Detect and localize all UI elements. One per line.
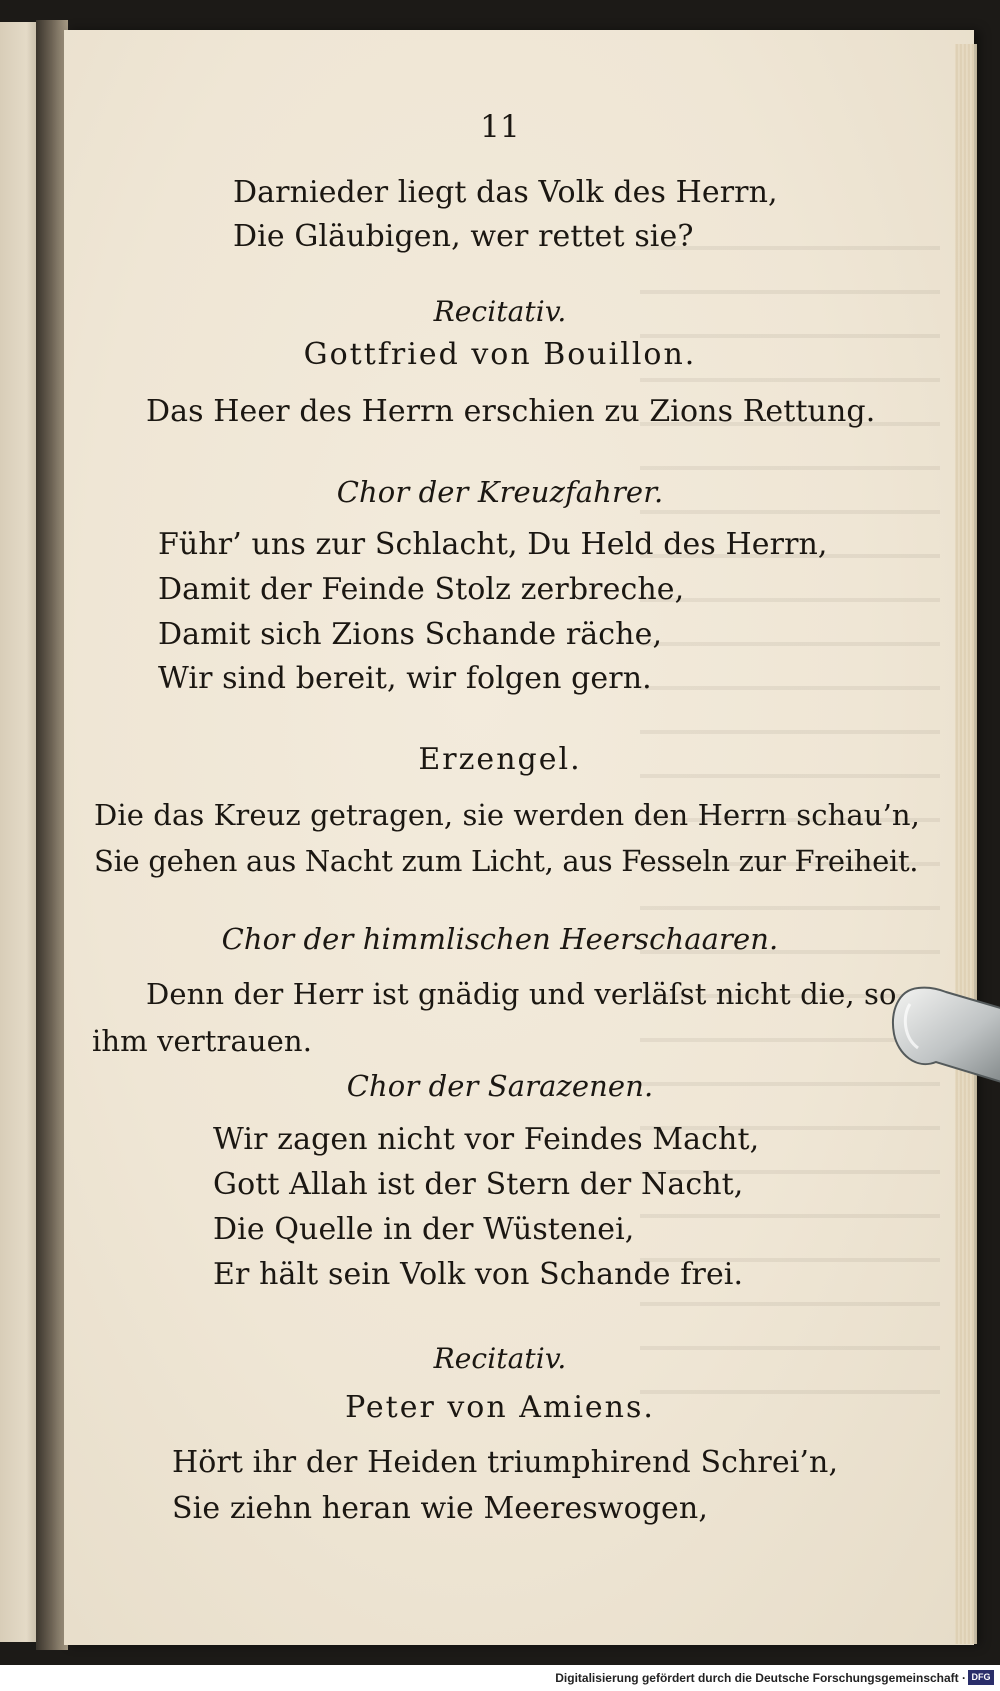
digitization-footer xyxy=(0,1665,1000,1691)
text-line: Denn der Herr ist gnädig und verläſst nicht die, so xyxy=(146,977,897,1011)
text-line: Damit der Feinde Stolz zerbreche, xyxy=(158,572,685,607)
text-line: Wir sind bereit, wir folgen gern. xyxy=(158,661,652,696)
text-line: Führ’ uns zur Schlacht, Du Held des Herrn, xyxy=(158,527,828,562)
text-line: Hört ihr der Heiden triumphirend Schrei’n, xyxy=(172,1445,839,1480)
dfg-logo: DFG xyxy=(968,1670,994,1685)
text-line: Sie ziehn heran wie Meereswogen, xyxy=(172,1491,708,1526)
footer-text: Digitalisierung gefördert durch die Deutsche Forschungsgemeinschaft · xyxy=(555,1671,966,1685)
text-line: Darnieder liegt das Volk des Herrn, xyxy=(233,175,778,210)
speaker-heading: Gottfried von Bouillon. xyxy=(303,337,697,372)
section-heading: Recitativ. xyxy=(433,295,567,328)
speaker-heading: Erzengel. xyxy=(418,742,582,777)
text-line: Wir zagen nicht vor Feindes Macht, xyxy=(213,1122,760,1157)
text-line: Die Quelle in der Wüstenei, xyxy=(213,1212,635,1247)
text-line: Die Gläubigen, wer rettet sie? xyxy=(233,219,694,254)
text-line: Die das Kreuz getragen, sie werden den Herrn schau’n, xyxy=(94,798,920,832)
text-line: ihm vertrauen. xyxy=(92,1024,313,1058)
section-heading: Chor der Sarazenen. xyxy=(346,1069,654,1103)
page-number: 11 xyxy=(480,109,520,145)
text-line: Sie gehen aus Nacht zum Licht, aus Fesseln zur Freiheit. xyxy=(94,844,919,878)
section-heading: Chor der Kreuzfahrer. xyxy=(336,475,664,509)
section-heading: Chor der himmlischen Heerschaaren. xyxy=(221,922,779,956)
page-clip-icon xyxy=(888,982,1000,1092)
section-heading: Recitativ. xyxy=(433,1342,567,1375)
text-line: Damit sich Zions Schande räche, xyxy=(158,617,663,652)
text-line: Er hält sein Volk von Schande frei. xyxy=(213,1257,744,1292)
text-line: Gott Allah ist der Stern der Nacht, xyxy=(213,1167,744,1202)
speaker-heading: Peter von Amiens. xyxy=(345,1390,655,1425)
text-line: Das Heer des Herrn erschien zu Zions Rettung. xyxy=(146,394,876,429)
